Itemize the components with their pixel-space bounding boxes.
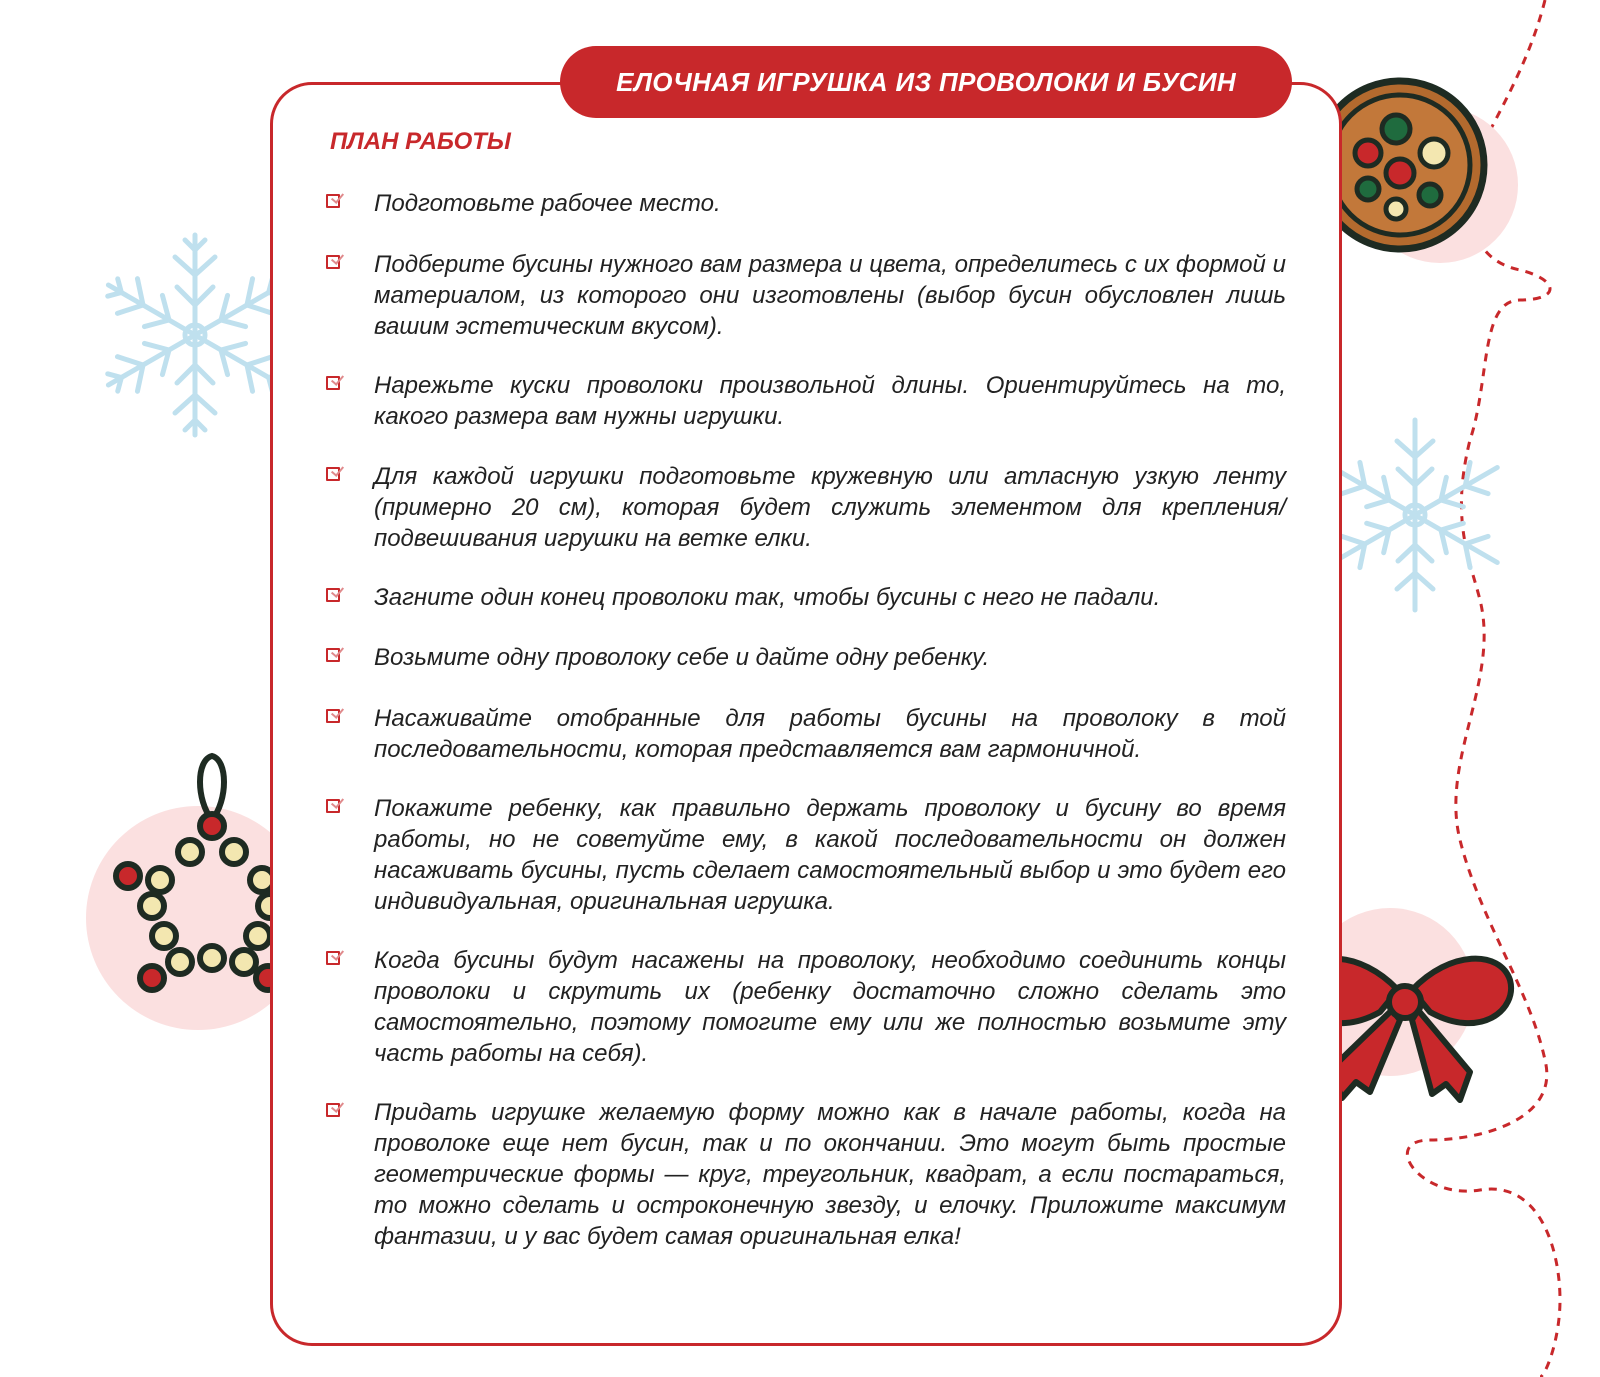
checkbox-icon[interactable] [326,588,340,602]
step-text: Загните один конец проволоки так, чтобы бусины с него не падали. [374,584,1161,611]
checkbox-icon[interactable] [326,1103,340,1117]
checkbox-icon[interactable] [326,709,340,723]
checkbox-icon[interactable] [326,799,340,813]
checkbox-icon[interactable] [326,194,340,208]
page-title: ЕЛОЧНАЯ ИГРУШКА ИЗ ПРОВОЛОКИ И БУСИН [560,46,1292,118]
snowflake-icon [98,235,291,435]
checkbox-icon[interactable] [326,951,340,965]
step-text: Покажите ребенку, как правильно держать проволоку и бусину во время работы, но не советуйте ему, в какой последовательности он должен насаживать бусины, пусть сделает самостоятельный выбор и это будет его индивидуальная, оригинальная игрушка. [374,795,1286,915]
step-text: Придать игрушке желаемую форму можно как в начале работы, когда на проволоке еще нет бусин, так и по окончании. Это могут быть простые геометрические формы — круг, треугольник, квадрат, а если постараться, то можно сделать и остроконечную звезду, и елочку. Приложите максимум фантазии, и у вас будет самая оригинальная елка! [374,1099,1286,1250]
step-text: Для каждой игрушки подготовьте кружевную или атласную узкую ленту (примерно 20 см), которая будет служить элементом для крепления/подвешивания игрушки на ветке елки. [374,463,1286,552]
checkbox-icon[interactable] [326,467,340,481]
step-text: Когда бусины будут насажены на проволоку, необходимо соединить концы проволоки и скрутить их (ребенку достаточно сложно сделать это самостоятельно, поэтому помогите ему или же полностью возьмите эту часть работы на себя). [374,947,1286,1067]
step-text: Возьмите одну проволоку себе и дайте одну ребенку. [374,644,990,671]
step-text: Нарежьте куски проволоки произвольной длины. Ориентируйтесь на то, какого размера вам нужны игрушки. [374,372,1286,430]
snowflake-icon [1324,420,1507,610]
dashed-thread [1407,0,1560,1377]
checkbox-icon[interactable] [326,376,340,390]
step-text: Подготовьте рабочее место. [374,190,721,217]
checkbox-icon[interactable] [326,648,340,662]
section-title: ПЛАН РАБОТЫ [330,128,511,155]
checkbox-icon[interactable] [326,255,340,269]
step-text: Насаживайте отобранные для работы бусины на проволоку в той последовательности, которая представляется вам гармоничной. [374,705,1286,763]
pink-circle-top [1362,107,1518,263]
step-text: Подберите бусины нужного вам размера и цвета, определитесь с их формой и материалом, из которого они изготовлены (выбор бусин обусловлен лишь вашим эстетическим вкусом). [374,251,1286,340]
